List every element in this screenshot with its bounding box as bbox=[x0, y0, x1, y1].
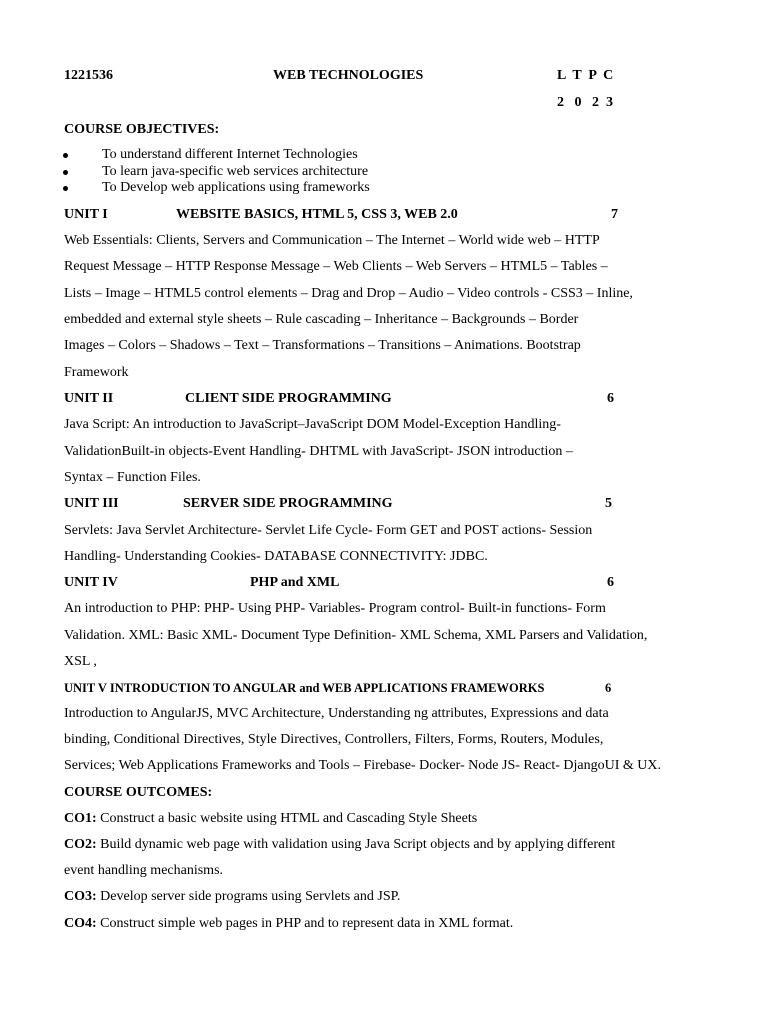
objective-item: To Develop web applications using frameworks bbox=[102, 180, 370, 195]
unit-hours: 6 bbox=[607, 575, 614, 590]
unit-text-line: Handling- Understanding Cookies- DATABASE CONNECTIVITY: JDBC. bbox=[64, 549, 488, 564]
unit-text-line: Syntax – Function Files. bbox=[64, 470, 201, 485]
unit-label: UNIT IV bbox=[64, 575, 118, 590]
course-title: WEB TECHNOLOGIES bbox=[273, 68, 424, 83]
ltpc-values: 2 0 2 3 bbox=[557, 95, 613, 110]
objective-item: To learn java-specific web services architecture bbox=[102, 164, 369, 179]
objective-item: To understand different Internet Technologies bbox=[102, 147, 358, 162]
course-code: 1221536 bbox=[64, 68, 113, 83]
outcome-text: Construct a basic website using HTML and Cascading Style Sheets bbox=[96, 811, 478, 826]
unit-text-line: Request Message – HTTP Response Message – Web Clients – Web Servers – HTML5 – Tables – bbox=[64, 259, 608, 274]
unit-text-line: ValidationBuilt-in objects-Event Handling- DHTML with JavaScript- JSON introduction – bbox=[64, 444, 573, 459]
outcome-item bbox=[64, 916, 513, 932]
bullet-icon bbox=[63, 153, 68, 158]
unit-text-line: Services; Web Applications Frameworks and Tools – Firebase- Docker- Node JS- React- DjangoUI & UX. bbox=[64, 758, 662, 773]
outcome-item bbox=[64, 863, 223, 879]
unit-text-line: Lists – Image – HTML5 control elements – Drag and Drop – Audio – Video controls - CSS3 – Inline, bbox=[64, 286, 633, 301]
ltpc-labels: L T P C bbox=[557, 68, 614, 83]
outcome-item bbox=[64, 889, 400, 905]
unit-title: SERVER SIDE PROGRAMMING bbox=[183, 496, 393, 511]
unit-text-line: Validation. XML: Basic XML- Document Type Definition- XML Schema, XML Parsers and Validation, bbox=[64, 628, 648, 643]
unit-text-line: XSL , bbox=[64, 654, 97, 669]
bullet-icon bbox=[63, 170, 68, 175]
unit-hours: 5 bbox=[605, 496, 612, 511]
outcome-text: event handling mechanisms. bbox=[64, 863, 224, 878]
unit-text-line: binding, Conditional Directives, Style Directives, Controllers, Filters, Forms, Routers, Modules, bbox=[64, 732, 604, 747]
unit-text-line: Images – Colors – Shadows – Text – Transformations – Transitions – Animations. Bootstrap bbox=[64, 338, 581, 353]
outcome-item bbox=[64, 837, 615, 853]
unit-text-line: Servlets: Java Servlet Architecture- Servlet Life Cycle- Form GET and POST actions- Session bbox=[64, 523, 593, 538]
unit-hours: 7 bbox=[611, 207, 618, 222]
unit-title: CLIENT SIDE PROGRAMMING bbox=[185, 391, 392, 406]
unit-title: PHP and XML bbox=[250, 575, 340, 590]
unit-hours: 6 bbox=[605, 681, 612, 695]
unit-label: UNIT II bbox=[64, 391, 114, 406]
unit-label: UNIT I bbox=[64, 207, 108, 222]
outcome-code: CO4: bbox=[64, 916, 97, 931]
outcome-code: CO1: bbox=[64, 811, 97, 826]
objectives-heading: COURSE OBJECTIVES: bbox=[64, 122, 220, 137]
bullet-icon bbox=[63, 186, 68, 191]
outcome-text: Develop server side programs using Servlets and JSP. bbox=[96, 889, 401, 904]
unit-text-line: Web Essentials: Clients, Servers and Communication – The Internet – World wide web – HTTP bbox=[64, 233, 600, 248]
outcome-code: CO3: bbox=[64, 889, 97, 904]
unit-text-line: An introduction to PHP: PHP- Using PHP- Variables- Program control- Built-in functions- Form bbox=[64, 601, 606, 616]
unit-text-line: Framework bbox=[64, 365, 129, 380]
unit-text-line: Introduction to AngularJS, MVC Architecture, Understanding ng attributes, Expressions and data bbox=[64, 706, 609, 721]
unit-text-line: embedded and external style sheets – Rule cascading – Inheritance – Backgrounds – Border bbox=[64, 312, 579, 327]
outcomes-heading: COURSE OUTCOMES: bbox=[64, 785, 213, 800]
unit-title: WEBSITE BASICS, HTML 5, CSS 3, WEB 2.0 bbox=[176, 207, 458, 222]
unit-label: UNIT V INTRODUCTION TO ANGULAR and WEB APPLICATIONS FRAMEWORKS bbox=[64, 681, 545, 695]
unit-label: UNIT III bbox=[64, 496, 119, 511]
outcome-code: CO2: bbox=[64, 837, 97, 852]
outcome-item bbox=[64, 811, 477, 827]
unit-text-line: Java Script: An introduction to JavaScript–JavaScript DOM Model-Exception Handling- bbox=[64, 417, 561, 432]
unit-hours: 6 bbox=[607, 391, 614, 406]
outcome-text: Construct simple web pages in PHP and to represent data in XML format. bbox=[96, 916, 514, 931]
outcome-text: Build dynamic web page with validation using Java Script objects and by applying different bbox=[96, 837, 616, 852]
